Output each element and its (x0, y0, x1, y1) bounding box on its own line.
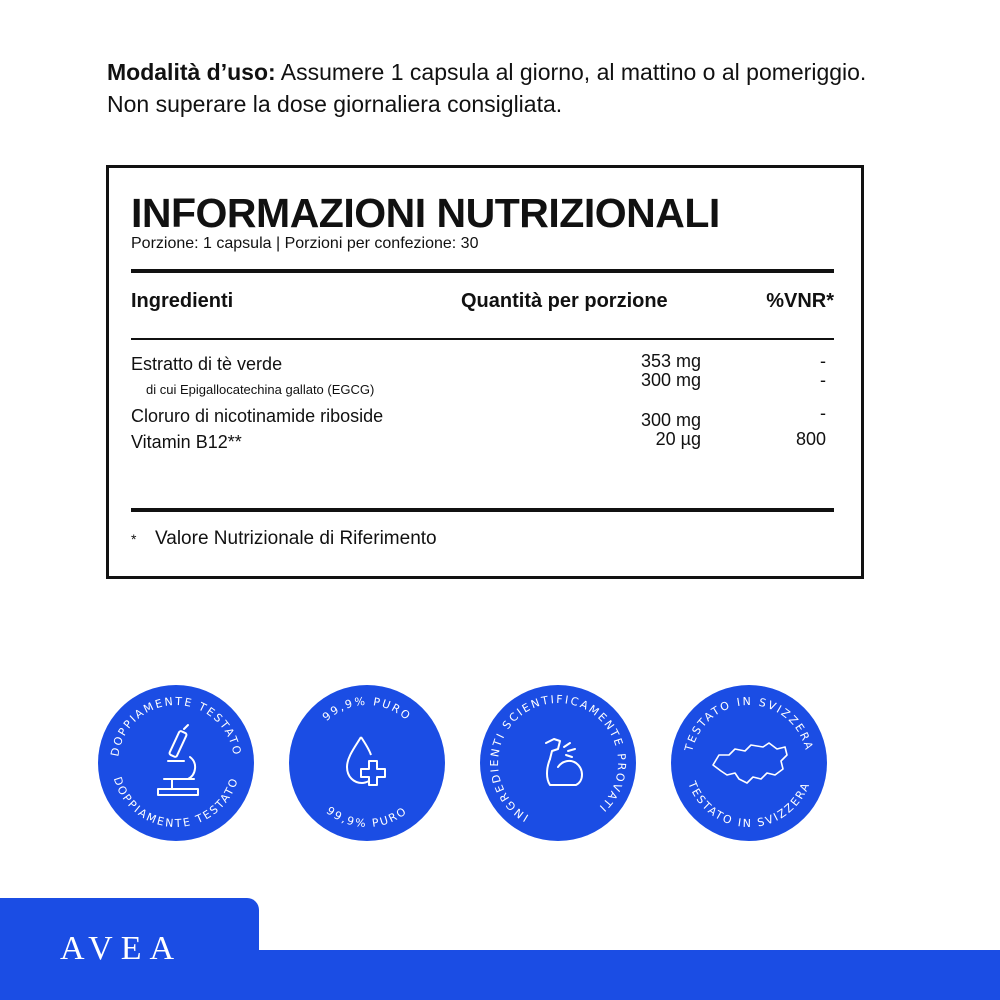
ingredient-qty: 20 µg (655, 429, 701, 449)
badge-scientifically-proven (480, 685, 636, 841)
ingredient-name: Cloruro di nicotinamide riboside (131, 406, 384, 426)
badge-ring-text: INGREDIENTI SCIENTIFICAMENTE PROVATI (487, 692, 629, 825)
badge-bottom-text: 99,9% PURO (323, 803, 411, 831)
ingredient-vnr: - (820, 370, 826, 390)
usage-instructions (107, 56, 867, 120)
usage-label: Modalità d’uso: (107, 59, 276, 85)
footnote-text: Valore Nutrizionale di Riferimento (155, 528, 437, 549)
divider (131, 338, 834, 340)
footnote-mark: * (131, 530, 137, 547)
switzerland-map-icon (713, 743, 787, 783)
ingredient-name: Estratto di tè verde (131, 354, 283, 374)
ingredient-qty: 300 mg (640, 410, 701, 430)
brand-logo: AVEA (60, 930, 183, 967)
badge-top-text: 99,9% PURO (320, 694, 414, 724)
panel-subtitle: Porzione: 1 capsula | Porzioni per confezione: 30 (131, 235, 479, 252)
ingredient-vnr: - (820, 403, 826, 423)
divider (131, 508, 834, 512)
nutrition-panel (106, 165, 864, 579)
badge-pure (289, 685, 445, 841)
ingredient-vnr: 800 (795, 429, 826, 449)
usage-text: Assumere 1 capsula al giorno, al mattino o al pomeriggio. Non superare la dose giornaliera consigliata. (107, 59, 867, 117)
muscle-arm-icon (546, 739, 582, 785)
header-ingredients: Ingredienti (131, 290, 234, 312)
ingredient-name: Vitamin B12** (131, 432, 242, 452)
ingredient-name: di cui Epigallocatechina gallato (EGCG) (146, 382, 375, 397)
header-quantity: Quantità per porzione (461, 290, 668, 312)
ingredient-vnr: - (820, 351, 826, 371)
footnote (131, 528, 437, 550)
badge-bottom-text: TESTATO IN SVIZZERA (685, 779, 813, 831)
microscope-icon (158, 725, 198, 795)
panel-title: INFORMAZIONI NUTRIZIONALI (131, 190, 720, 236)
divider (131, 269, 834, 273)
drop-plus-icon (347, 737, 385, 785)
header-vnr: %VNR* (766, 290, 834, 312)
badge-bottom-text: DOPPIAMENTE TESTATO (110, 775, 242, 831)
badge-top-text: TESTATO IN SVIZZERA (682, 694, 816, 753)
badge-top-text: DOPPIAMENTE TESTATO (108, 694, 244, 758)
ingredient-qty: 353 mg (640, 351, 701, 371)
ingredient-qty: 300 mg (640, 370, 701, 390)
badge-tested-switzerland (671, 685, 827, 841)
badge-double-tested (98, 685, 254, 841)
